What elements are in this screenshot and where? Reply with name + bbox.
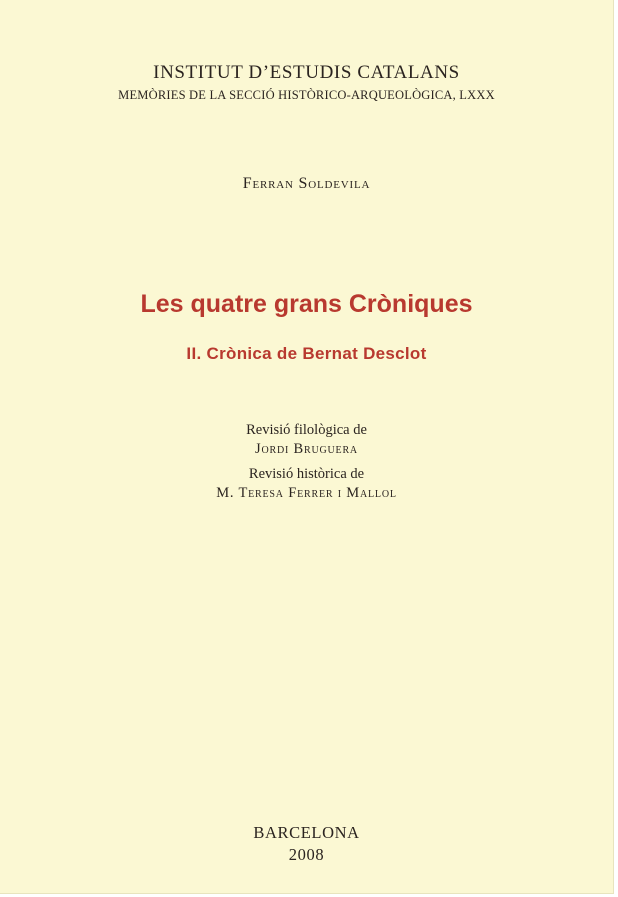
author-name: Ferran Soldevila xyxy=(242,175,371,192)
philological-revision-name: Jordi Bruguera xyxy=(255,441,358,457)
book-subtitle: II. Crònica de Bernat Desclot xyxy=(186,344,427,363)
historical-revision-name: M. Teresa Ferrer i Mallol xyxy=(216,485,397,501)
publication-year: 2008 xyxy=(288,845,325,864)
series-title: MEMÒRIES DE LA SECCIÓ HISTÒRICO-ARQUEOLÒGICA, LXXX xyxy=(118,88,495,102)
book-title: Les quatre grans Cròniques xyxy=(140,290,473,318)
philological-revision-label: Revisió filològica de xyxy=(246,422,367,438)
institution-name: INSTITUT D’ESTUDIS CATALANS xyxy=(153,62,460,83)
publication-city: BARCELONA xyxy=(253,823,360,842)
historical-revision-label: Revisió històrica de xyxy=(248,466,365,482)
